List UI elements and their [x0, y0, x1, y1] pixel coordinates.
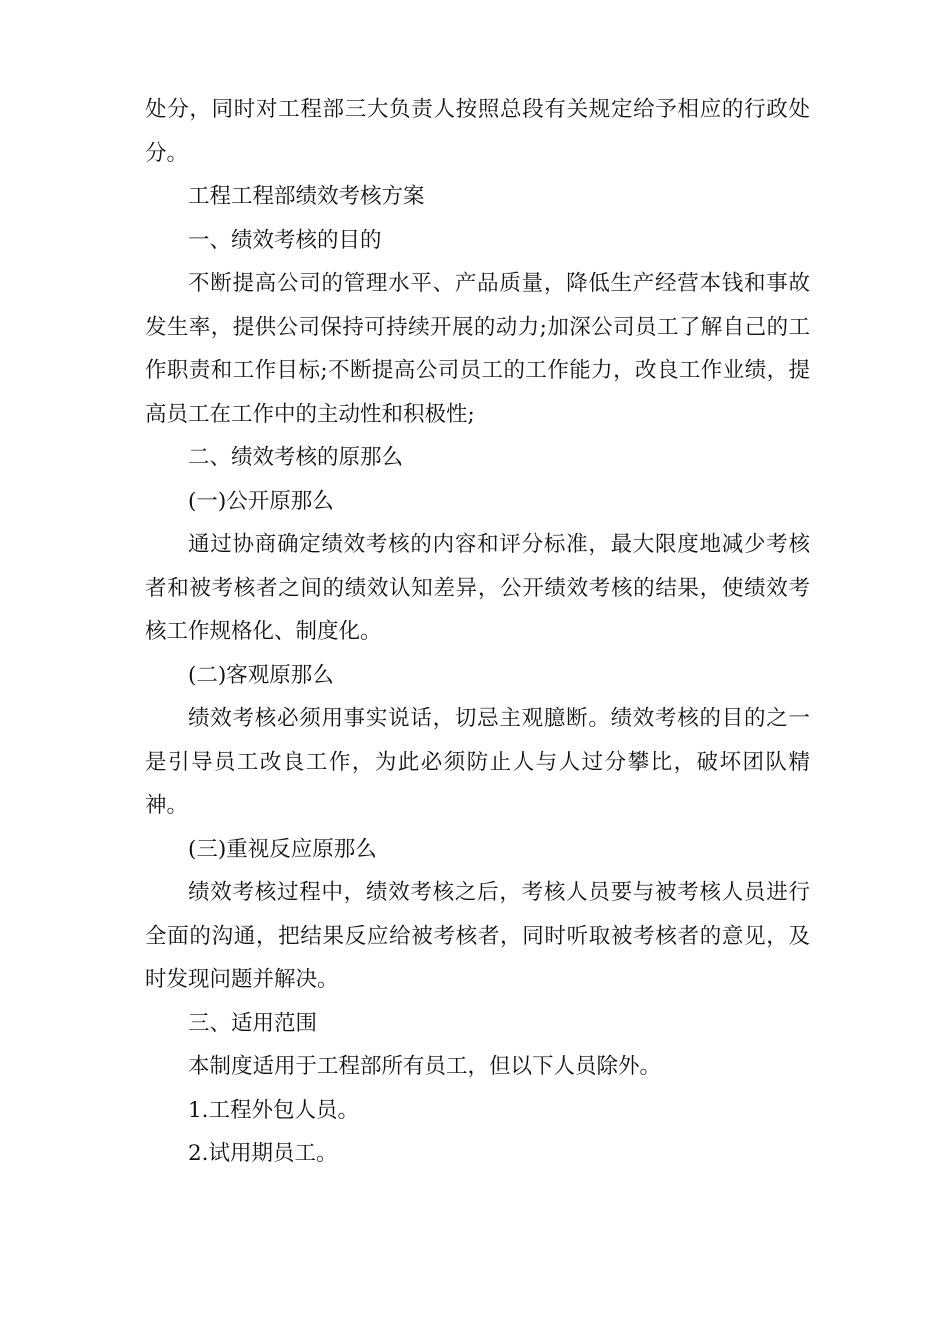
list-item-probation: 2.试用期员工。	[188, 1141, 338, 1166]
paragraph-objectivity: 绩效考核必须用事实说话，切忌主观臆断。绩效考核的目的之一是引导员工改良工作，为此必须防止人与人过分攀比，破坏团队精神。	[145, 706, 810, 818]
document-title: 工程工程部绩效考核方案	[188, 184, 425, 209]
document-body	[145, 88, 810, 1176]
paragraph-openness: 通过协商确定绩效考核的内容和评分标准，最大限度地减少考核者和被考核者之间的绩效认知差异，公开绩效考核的结果，使绩效考核工作规格化、制度化。	[145, 532, 810, 644]
subheading-openness: (一)公开原那么	[188, 488, 334, 514]
section-heading-purpose: 一、绩效考核的目的	[188, 227, 382, 253]
paragraph-scope: 本制度适用于工程部所有员工，但以下人员除外。	[188, 1054, 662, 1079]
paragraph-feedback: 绩效考核过程中，绩效考核之后，考核人员要与被考核人员进行全面的沟通，把结果反应给被考核者，同时听取被考核者的意见，及时发现问题并解决。	[145, 880, 810, 992]
section-heading-principles: 二、绩效考核的原那么	[188, 445, 404, 470]
subheading-feedback: (三)重视反应原那么	[188, 836, 377, 862]
paragraph-continuation: 处分，同时对工程部三大负责人按照总段有关规定给予相应的行政处分。	[145, 97, 810, 166]
list-item-outsourced: 1.工程外包人员。	[188, 1097, 360, 1123]
subheading-objectivity: (二)客观原那么	[188, 662, 334, 688]
paragraph-purpose: 不断提高公司的管理水平、产品质量，降低生产经营本钱和事故发生率，提供公司保持可持续开展的动力;加深公司员工了解自己的工作职责和工作目标;不断提高公司员工的工作能力，改良工作业绩，提高员工在工作中的主动性和积极性;	[145, 271, 810, 427]
section-heading-scope: 三、适用范围	[188, 1010, 318, 1036]
